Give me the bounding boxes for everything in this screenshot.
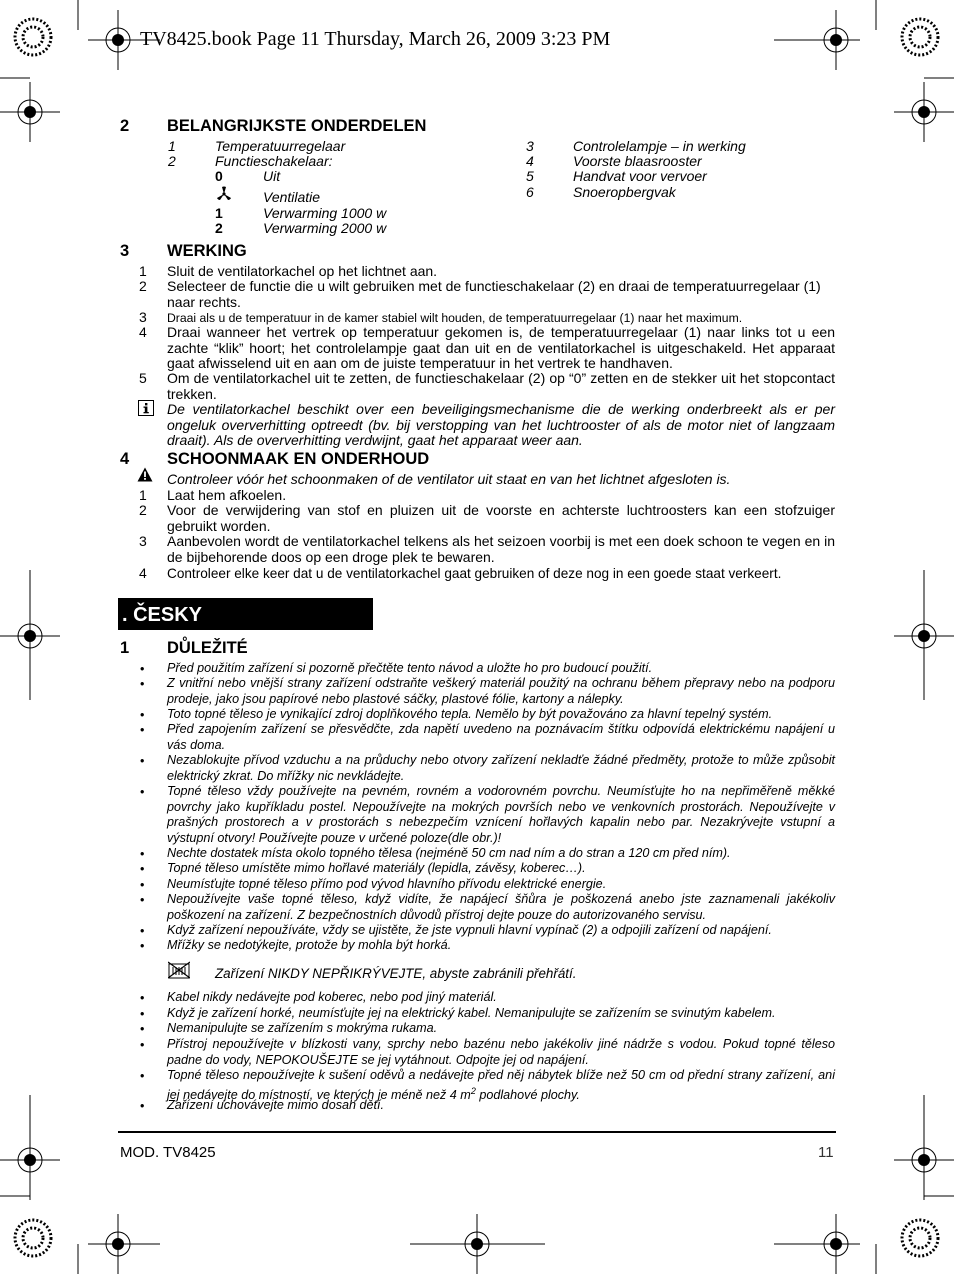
warning-text: Controleer vóór het schoonmaken of de ventilator uit staat en van het lichtnet afgesloten is.	[167, 471, 731, 487]
superscript: 2	[470, 1085, 476, 1096]
bullet: •	[140, 847, 145, 861]
list-item: Přístroj nepoužívejte v blízkosti vany, sprchy nebo bazénu nebo jakékoliv jiné nádrže s vodou. Pokud topné těleso padne do vody, NEPOKOUŠEJTE se jej vytáhnout. Odpojte jej od napájení.	[167, 1037, 835, 1067]
step-number: 5	[139, 370, 147, 386]
bullet: •	[140, 878, 145, 892]
step-text: Selecteer de functie die u wilt gebruiken met de functieschakelaar (2) en draai de temperatuurregelaar (1) naar rechts.	[167, 278, 821, 310]
step-text: Voor de verwijdering van stof en pluizen uit de voorste en achterste luchtroosters kan een stofzuiger gebruikt worden.	[167, 502, 835, 534]
switch-label: Ventilatie	[263, 189, 321, 205]
section-4-number: 4	[120, 450, 130, 468]
step-number: 1	[139, 263, 147, 279]
page-number: 11	[818, 1144, 834, 1161]
book-header: TV8425.book Page 11 Thursday, March 26, 2009 3:23 PM	[140, 28, 611, 50]
switch-label: Uit	[263, 168, 281, 184]
list-item: Nezablokujte přívod vzduchu a na průduchy nebo otvory zařízení nekladťe žádné předměty, protože to může způsobit elektrický zkrat. Do mřížky nic nevkládejte.	[167, 753, 835, 783]
safety-note: De ventilatorkachel beschikt over een beveiligingsmechanisme die de werking onderbreekt als er per ongeluk oververhitting optreedt (bv. bij verstopping van het luchtrooster of als de motor niet of langzaam draait). Als de oververhitting verdwijnt, gaat het apparaat weer aan.	[167, 401, 835, 448]
do-not-cover-warning: Zařízení NIKDY NEPŘIKRÝVEJTE, abyste zabránili přehřátí.	[215, 966, 577, 981]
bullet: •	[140, 893, 145, 907]
switch-position: 0	[215, 168, 223, 184]
part-label: Snoeropbergvak	[573, 184, 676, 200]
list-item: Když zařízení nepoužíváte, vždy se ujistěte, že jste vypnuli hlavní vypínač (2) a odpojili zařízení od napájení.	[167, 923, 772, 937]
part-number: 5	[526, 168, 534, 184]
list-item-text: podlahové plochy.	[475, 1087, 580, 1102]
bullet: •	[140, 723, 145, 737]
list-item: Před použitím zařízení si pozorně přečtěte tento návod a uložte ho pro budoucí použití.	[167, 661, 653, 675]
section-2-number: 2	[120, 117, 130, 135]
switch-position: 1	[215, 205, 223, 221]
step-text: Draai wanneer het vertrek op temperatuur gekomen is, de temperatuurregelaar (1) naar links tot u een zachte “klik” hoort; het controlelampje gaat dan uit en de ventilatorkachel is uitgeschakeld. Het apparaat gaat afwisselend uit en aan om de juiste temperatuur in het vertrek te handhaven.	[167, 324, 835, 371]
section-3-number: 3	[120, 242, 130, 260]
language-section-bar: . ČESKY	[118, 598, 373, 630]
list-item: Topné těleso vždy používejte na pevném, rovném a vodorovném povrchu. Neumísťujte ho na nepřiměřeně měkké povrchy jako kupříkladu postel. Nepoužívejte na mokrých površích nebo ve venkovních prostorách. Nepoužívejte v prašných prostorech a v prostorách s nebezpečím vznícení hořlavých kapalin nebo par. Nezakrývejte vstupní a výstupní otvory! Používejte pouze v určené poloze(dle obr.)!	[167, 784, 835, 845]
bullet: •	[140, 1099, 145, 1113]
list-item: Před zapojením zařízení se přesvědčte, zda napětí uvedeno na poznávacím štítku odpovídá elektrickému napájení u vás doma.	[167, 722, 835, 752]
list-item: Nemanipulujte se zařízením s mokrýma rukama.	[167, 1021, 438, 1035]
bullet: •	[140, 924, 145, 938]
footer-rule	[118, 1131, 836, 1133]
section-4-title: SCHOONMAAK EN ONDERHOUD	[167, 450, 430, 468]
bullet: •	[140, 785, 145, 799]
part-label: Functieschakelaar:	[215, 153, 333, 169]
list-item: Nepoužívejte vaše topné těleso, když vidíte, že napájecí šňůra je poškozená anebo jste zaznamenali jakékoliv poškození na zařízení. Z bezpečnostních důvodů přístroj dejte pouze do autorizovaného servisu.	[167, 892, 835, 922]
list-item: Z vnitřní nebo vnější strany zařízení odstraňte veškerý materiál použitý na ochranu během přepravy nebo na podporu prodeje, jako jsou papírové nebo plastové sáčky, plastové fólie, kartony a nálepky.	[167, 676, 835, 706]
step-number: 4	[139, 565, 147, 581]
list-item: Když je zařízení horké, neumísťujte jej na elektrický kabel. Nemanipulujte se zařízením se svinutým kabelem.	[167, 1006, 776, 1020]
bullet: •	[140, 1038, 145, 1052]
step-text: Aanbevolen wordt de ventilatorkachel telkens als het seizoen voorbij is met een doek schoon te vegen en in de bijbehorende doos op een droge plek te bewaren.	[167, 533, 835, 565]
step-number: 3	[139, 309, 147, 325]
part-label: Controlelampje – in werking	[573, 138, 746, 154]
bullet: •	[140, 1022, 145, 1036]
step-number: 4	[139, 324, 147, 340]
bullet: •	[140, 862, 145, 876]
list-item-text: Topné těleso nepoužívejte k sušení oděvů a nedávejte před něj nábytek blíže než 50 cm od přední strany zařízení, ani jej nedávejte do místností, ve kterých je méně než 4 m	[167, 1068, 835, 1102]
part-number: 3	[526, 138, 534, 154]
switch-position: 2	[215, 220, 223, 236]
bullet: •	[140, 677, 145, 691]
list-item: Toto topné těleso je vynikající zdroj doplňkového tepla. Nemělo by být považováno za hlavní tepelný systém.	[167, 707, 773, 721]
list-item: Neumísťujte topné těleso přímo pod vývod hlavního přívodu elektrické energie.	[167, 877, 607, 891]
list-item: Zařízení uchovávejte mimo dosah dětí.	[167, 1098, 385, 1112]
bullet: •	[140, 662, 145, 676]
bullet: •	[140, 991, 145, 1005]
cz-section-title: DŮLEŽITÉ	[167, 639, 248, 657]
bullet: •	[140, 1069, 145, 1083]
switch-label: Verwarming 1000 w	[263, 205, 387, 221]
warning-icon	[137, 467, 153, 482]
step-text: Om de ventilatorkachel uit te zetten, de functieschakelaar (2) op “0” zetten en de stekker uit het stopcontact trekken.	[167, 370, 835, 402]
part-number: 2	[168, 153, 176, 169]
step-text: Controleer elke keer dat u de ventilatorkachel gaat gebruiken of deze nog in een goede staat verkeert.	[167, 566, 782, 581]
step-text: Sluit de ventilatorkachel op het lichtnet aan.	[167, 263, 438, 279]
section-3-title: WERKING	[167, 242, 247, 260]
list-item: Nechte dostatek místa okolo topného tělesa (nejméně 50 cm nad ním a do stran a 120 cm před ním).	[167, 846, 731, 860]
step-number: 2	[139, 278, 147, 294]
switch-label: Verwarming 2000 w	[263, 220, 387, 236]
step-number: 3	[139, 533, 147, 549]
part-label: Handvat voor vervoer	[573, 168, 707, 184]
section-2-title: BELANGRIJKSTE ONDERDELEN	[167, 117, 427, 135]
bullet: •	[140, 754, 145, 768]
part-number: 4	[526, 153, 534, 169]
step-text: Laat hem afkoelen.	[167, 487, 287, 503]
do-not-cover-icon	[168, 961, 190, 979]
bullet: •	[140, 708, 145, 722]
list-item: Mřížky se nedotýkejte, protože by mohla být horká.	[167, 938, 452, 952]
bullet: •	[140, 1007, 145, 1021]
list-item: Topné těleso umístěte mimo hořlavé materiály (lepidla, závěsy, koberec…).	[167, 861, 586, 875]
part-number: 6	[526, 184, 534, 200]
info-icon	[138, 400, 154, 416]
part-number: 1	[168, 138, 176, 154]
part-label: Temperatuurregelaar	[215, 138, 346, 154]
part-label: Voorste blaasrooster	[573, 153, 702, 169]
list-item: Kabel nikdy nedávejte pod koberec, nebo pod jiný materiál.	[167, 990, 497, 1004]
cz-section-number: 1	[120, 639, 130, 657]
step-number: 1	[139, 487, 147, 503]
bullet: •	[140, 939, 145, 953]
step-number: 2	[139, 502, 147, 518]
footer-model: MOD. TV8425	[120, 1144, 216, 1161]
step-text: Draai als u de temperatuur in de kamer stabiel wilt houden, de temperatuurregelaar (1) naar het maximum.	[167, 311, 743, 325]
fan-icon	[216, 186, 232, 201]
